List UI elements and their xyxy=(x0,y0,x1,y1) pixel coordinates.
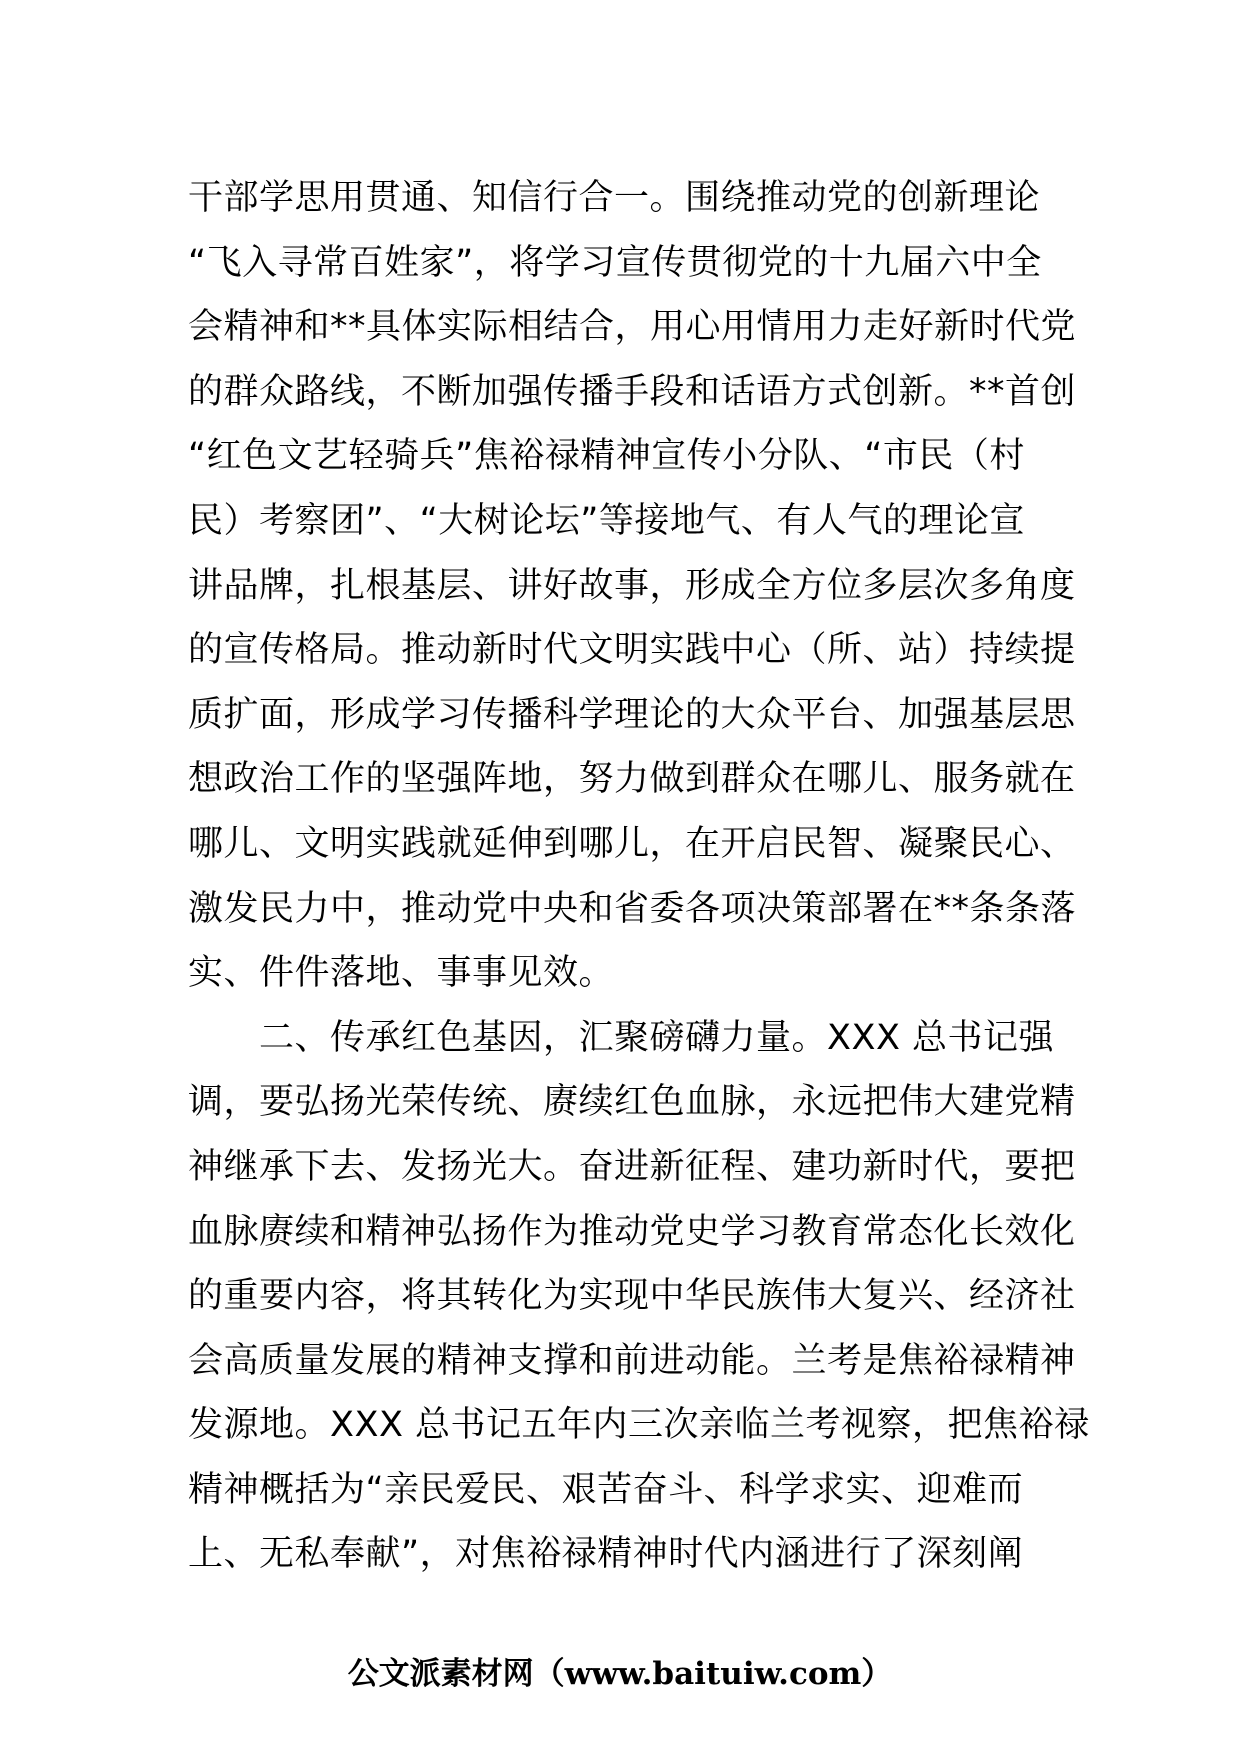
text-line: 哪儿、文明实践就延伸到哪儿，在开启民智、凝聚民心、 xyxy=(188,823,1076,864)
text-line: 发源地。XXX 总书记五年内三次亲临兰考视察，把焦裕禄 xyxy=(188,1405,1090,1446)
text-line: 实、件件落地、事事见效。 xyxy=(188,953,615,994)
body-text xyxy=(188,166,1090,1587)
text-line: 调，要弘扬光荣传统、赓续红色血脉，永远把伟大建党精 xyxy=(188,1082,1076,1123)
text-line: 民）考察团”、“大树论坛”等接地气、有人气的理论宣 xyxy=(188,500,1025,541)
text-line: 精神概括为“亲民爱民、艰苦奋斗、科学求实、迎难而 xyxy=(188,1469,1024,1510)
text-line: 的宣传格局。推动新时代文明实践中心（所、站）持续提 xyxy=(188,630,1076,671)
text-line: 血脉赓续和精神弘扬作为推动党史学习教育常态化长效化 xyxy=(188,1211,1076,1252)
text-line: 会精神和**具体实际相结合，用心用情用力走好新时代党 xyxy=(188,307,1077,348)
text-line: “红色文艺轻骑兵”焦裕禄精神宣传小分队、“市民（村 xyxy=(188,436,1025,477)
text-line: 的重要内容，将其转化为实现中华民族伟大复兴、经济社 xyxy=(188,1276,1076,1317)
paragraph-heading-line: 二、传承红色基因，汇聚磅礴力量。XXX 总书记强 xyxy=(188,1017,1055,1058)
text-line: “飞入寻常百姓家”，将学习宣传贯彻党的十九届六中全 xyxy=(188,242,1042,283)
text-line: 质扩面，形成学习传播科学理论的大众平台、加强基层思 xyxy=(188,694,1076,735)
text-line: 想政治工作的坚强阵地，努力做到群众在哪儿、服务就在 xyxy=(188,759,1076,800)
text-line: 上、无私奉献”，对焦裕禄精神时代内涵进行了深刻阐 xyxy=(188,1534,1024,1575)
text-line: 激发民力中，推动党中央和省委各项决策部署在**条条落 xyxy=(188,888,1077,929)
text-line: 干部学思用贯通、知信行合一。围绕推动党的创新理论 xyxy=(188,178,1041,218)
text-line: 讲品牌，扎根基层、讲好故事，形成全方位多层次多角度 xyxy=(188,565,1076,606)
text-line: 会高质量发展的精神支撑和前进动能。兰考是焦裕禄精神 xyxy=(188,1340,1076,1381)
footer-watermark: 公文派素材网（www.baituiw.com） xyxy=(347,1656,893,1692)
text-line: 神继承下去、发扬光大。奋进新征程、建功新时代，要把 xyxy=(188,1146,1076,1187)
text-line: 的群众路线，不断加强传播手段和话语方式创新。**首创 xyxy=(188,371,1077,412)
